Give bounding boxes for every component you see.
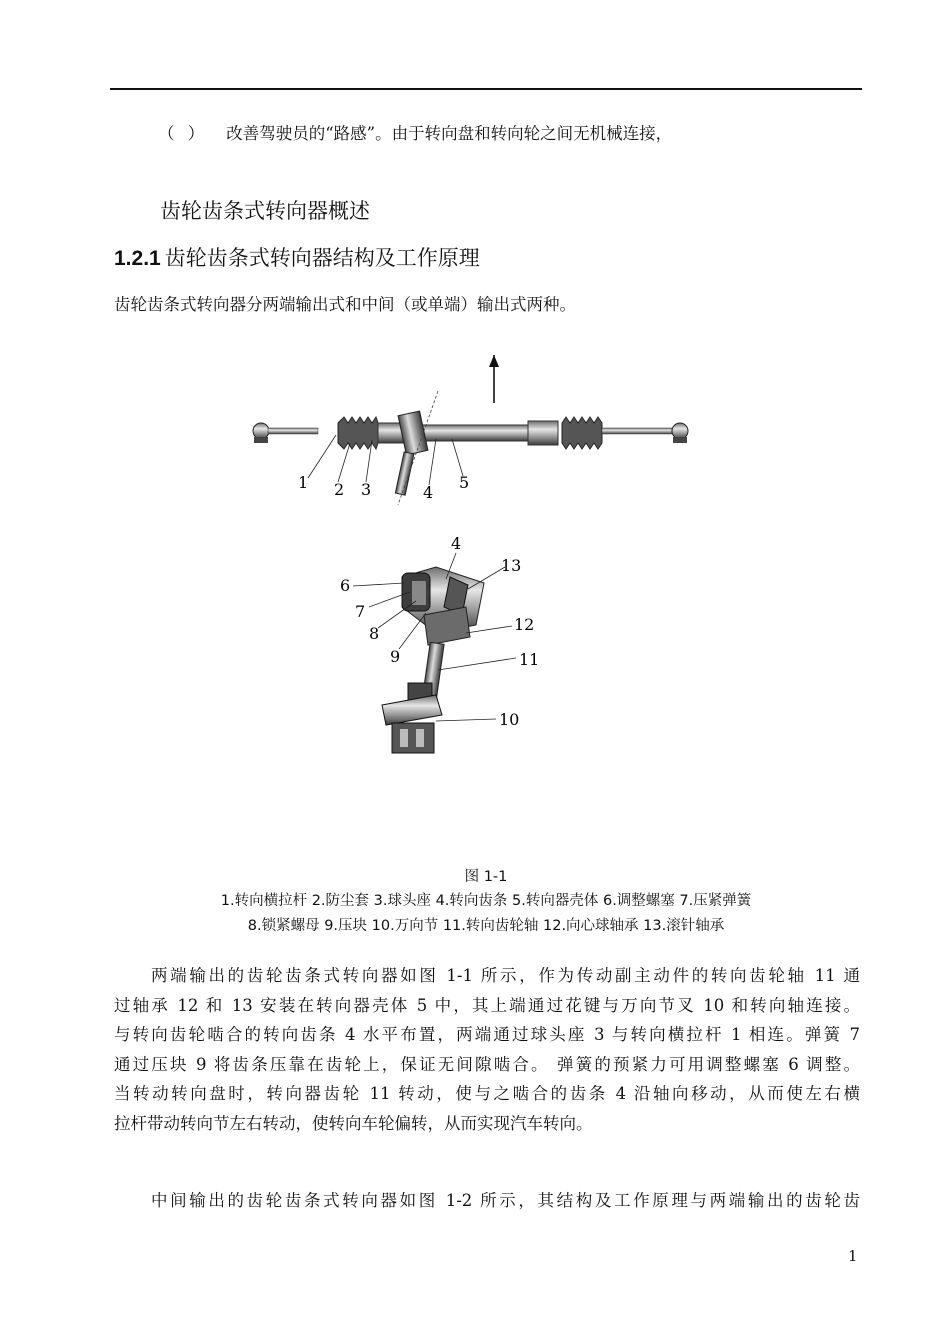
section-number: 1.2.1 [114,247,161,270]
paragraph-line: 中间输出的齿轮齿条式转向器如图 1-2 所示，其结构及工作原理与两端输出的齿轮齿 [151,1191,860,1210]
paragraph-line: 与转向齿轮啮合的转向齿条 4 水平布置，两端通过球头座 3 与转向横拉杆 1 相连。弹簧 7 [114,1025,860,1044]
figure-label: 3 [361,480,372,499]
figure-label: 11 [519,650,540,669]
page-number: 1 [848,1247,858,1265]
list-item-road-feel [158,120,672,144]
section-title: 齿轮齿条式转向器结构及工作原理 [164,246,480,270]
intro-paragraph: 齿轮齿条式转向器分两端输出式和中间（或单端）输出式两种。 [114,295,576,314]
item-text: 改善驾驶员的“路感”。由于转向盘和转向轮之间无机械连接， [226,124,673,143]
section-heading [114,242,480,272]
figure-label: 1 [298,473,309,492]
steering-gear-figure [240,345,710,765]
figure-label: 12 [514,615,535,634]
figure-label: 2 [334,480,345,499]
body-paragraph-1 [114,961,860,1138]
paragraph-line: 拉杆带动转向节左右转动，使转向车轮偏转，从而实现汽车转向。 [114,1113,593,1133]
pinion-detail-diagram [340,534,539,753]
figure-label: 9 [390,647,401,666]
figure-label: 13 [501,556,522,575]
paragraph-line: 当转动转向盘时，转向器齿轮 11 转动，使与之啮合的齿条 4 沿轴向移动，从而使左右横 [114,1084,860,1103]
intro-heading: 齿轮齿条式转向器概述 [160,199,370,223]
item-paren: （ ） [158,124,209,143]
figure-label: 4 [423,483,434,502]
header-rule [110,88,862,90]
body-paragraph-2 [114,1186,860,1216]
figure-label: 4 [451,534,462,553]
paragraph-line: 过轴承 12 和 13 安装在转向器壳体 5 中，其上端通过花键与万向节叉 10 和转向轴连接。 [114,995,860,1015]
paragraph-line: 通过压块 9 将齿条压靠在齿轮上，保证无间隙啮合。 弹簧的预紧力可用调整螺塞 6 调整。 [114,1054,860,1074]
figure-label: 6 [340,576,351,595]
figure-caption-line-1: 1.转向横拉杆 2.防尘套 3.球头座 4.转向齿条 5.转向器壳体 6.调整螺塞 7.压紧弹簧 [220,893,752,909]
figure-caption-line-2: 8.锁紧螺母 9.压块 10.万向节 11.转向齿轮轴 12.向心球轴承 13.滚针轴承 [247,918,725,934]
paragraph-line: 两端输出的齿轮齿条式转向器如图 1-1 所示，作为传动副主动件的转向齿轮轴 11 通 [151,966,860,985]
figure-label: 5 [459,473,470,492]
figure-caption-title: 图 1-1 [464,869,508,885]
figure-label: 10 [499,710,520,729]
figure-label: 7 [355,602,366,621]
rack-assembly-diagram [253,355,688,505]
figure-label: 8 [369,624,380,643]
